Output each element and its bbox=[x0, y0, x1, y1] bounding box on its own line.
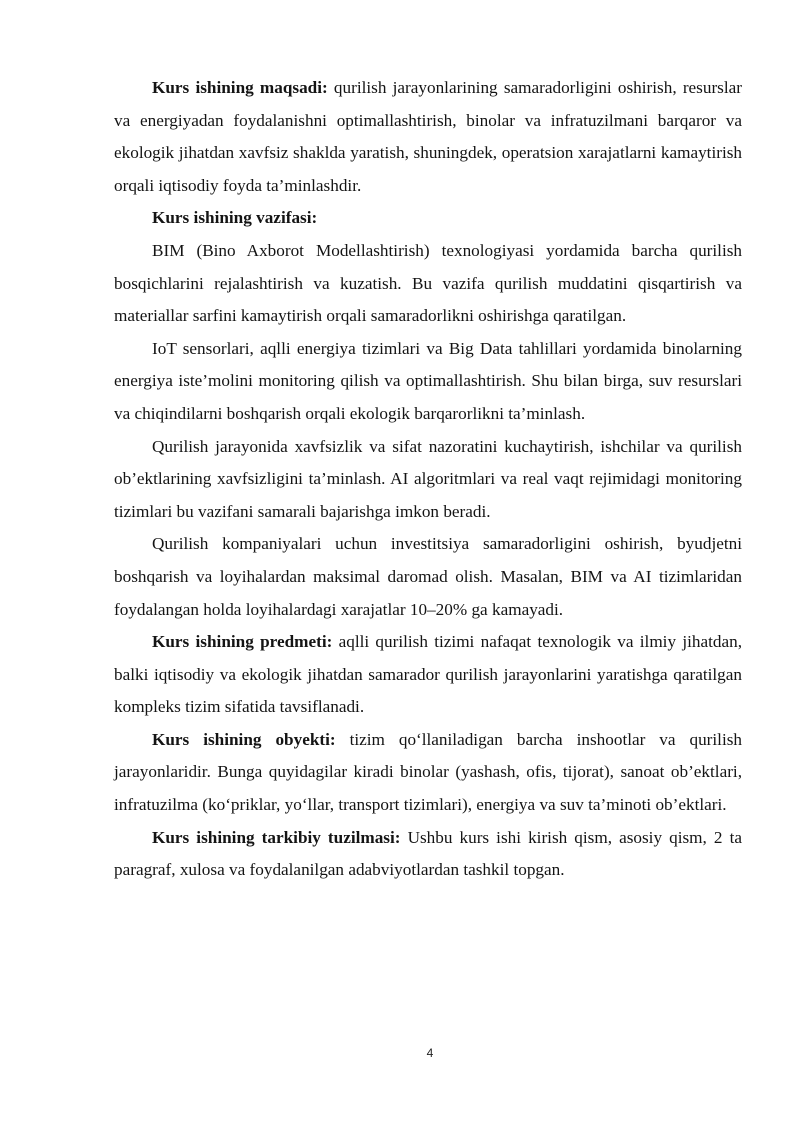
text-object: tizim qo‘llaniladigan barcha inshootlar va qurilish jarayonlaridir. Bunga quyidagilar kiradi binolar (yashash, ofis, tijorat), sanoat ob’ektlari, infratuzilma (ko‘priklar, yo‘llar, transport tizimlari), energiya va suv ta’minoti ob’ektlari. bbox=[114, 729, 743, 815]
heading-structure: Kurs ishining tarkibiy tuzilmasi: bbox=[152, 827, 401, 847]
paragraph-task-safety bbox=[114, 431, 742, 529]
text-subject: aqlli qurilish tizimi nafaqat texnologik va ilmiy jihatdan, balki iqtisodiy va ekologik jihatdan samarador qurilish jarayonlarini yaratishga qaratilgan kompleks tizim sifatida tavsiflanadi. bbox=[114, 632, 742, 717]
paragraph-tasks-heading bbox=[114, 202, 742, 235]
text-task-safety: Qurilish jarayonida xavfsizlik va sifat nazoratini kuchaytirish, ishchilar va qurilish ob’ektlarining xavfsizligini ta’minlash. AI algoritmlari va real vaqt rejimidagi monitoring tizimlari bu vazifani samarali bajarishga imkon beradi. bbox=[114, 436, 742, 521]
paragraph-task-bim bbox=[114, 235, 742, 333]
heading-subject: Kurs ishining predmeti: bbox=[152, 632, 333, 652]
page-body bbox=[114, 72, 742, 887]
text-task-bim: BIM (Bino Axborot Modellashtirish) texnologiyasi yordamida barcha qurilish bosqichlarini rejalashtirish va kuzatish. Bu vazifa qurilish muddatini qisqartirish va materiallar sarfini kamaytirish orqali samaradorlikni oshirishga qaratilgan. bbox=[114, 240, 742, 326]
text-task-iot: IoT sensorlari, aqlli energiya tizimlari va Big Data tahlillari yordamida binolarning energiya iste’molini monitoring qilish va optimallashtirish. Shu bilan birga, suv resurslari va chiqindilarni boshqarish orqali ekologik barqarorlikni ta’minlash. bbox=[114, 338, 742, 423]
paragraph-object bbox=[114, 724, 742, 822]
page-number: 4 bbox=[426, 1046, 434, 1060]
text-task-investment: Qurilish kompaniyalari uchun investitsiya samaradorligini oshirish, byudjetni boshqarish va loyihalardan maksimal daromad olish. Masalan, BIM va AI tizimlaridan foydalangan holda loyihalardagi xarajatlar 10–20% ga kamayadi. bbox=[114, 534, 742, 619]
heading-object: Kurs ishining obyekti: bbox=[152, 729, 336, 749]
paragraph-subject bbox=[114, 626, 742, 724]
paragraph-task-iot bbox=[114, 333, 742, 431]
heading-tasks: Kurs ishining vazifasi: bbox=[152, 208, 318, 228]
paragraph-structure bbox=[114, 822, 742, 887]
text-goal: qurilish jarayonlarining samaradorligini oshirish, resurslar va energiyadan foydalanishni optimallashtirish, binolar va infratuzilmani barqaror va ekologik jihatdan xavfsiz shaklda yaratish, shuningdek, operatsion xarajatlarni kamaytirish orqali iqtisodiy foyda ta’minlashdir. bbox=[114, 78, 742, 195]
heading-goal: Kurs ishining maqsadi: bbox=[152, 78, 328, 97]
paragraph-goal bbox=[114, 72, 742, 202]
paragraph-task-investment bbox=[114, 528, 742, 626]
text-structure: Ushbu kurs ishi kirish qism, asosiy qism, 2 ta paragraf, xulosa va foydalanilgan adabviyotlardan tashkil topgan. bbox=[114, 827, 742, 880]
